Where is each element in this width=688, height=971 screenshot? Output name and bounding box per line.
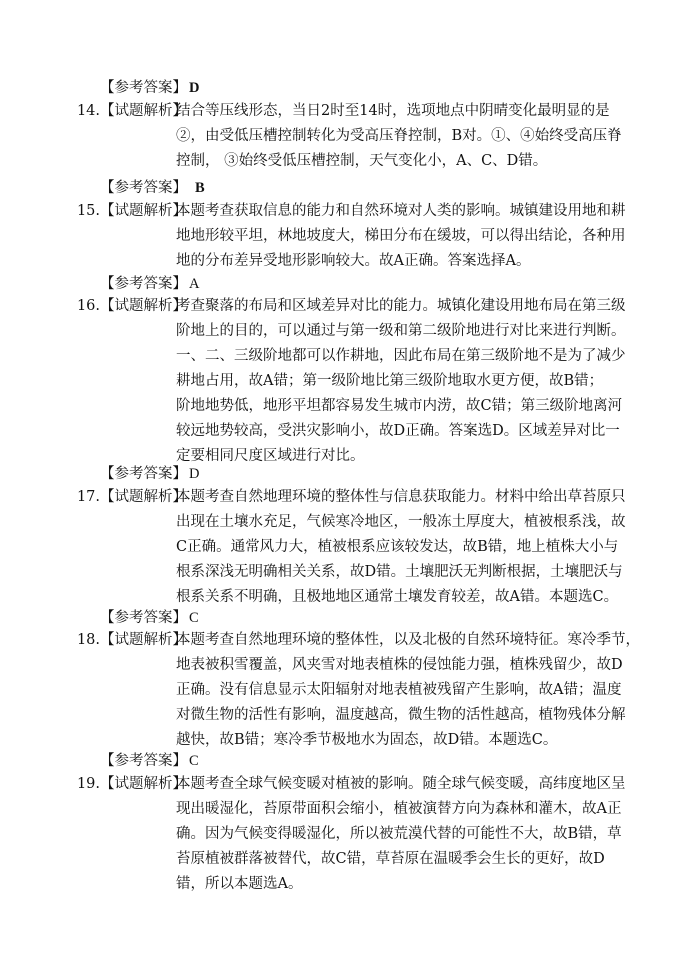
analysis-text — [176, 628, 640, 753]
answer-value: C — [189, 610, 199, 626]
text-line: 本题考查自然地理环境的整体性，以及北极的自然环境特征。寒冷季节， — [176, 632, 640, 648]
text-line: 确。因为气候变得暖湿化，所以被荒漠代替的可能性不大，故B错，草 — [176, 826, 622, 842]
text-line: 地地形较平坦，林地坡度大，梯田分布在缓坡，可以得出结论，各种用 — [176, 228, 626, 244]
answer-value: D — [189, 466, 200, 482]
analysis-label: 【试题解析】 — [100, 203, 187, 219]
text-line: 根系深浅无明确相关关系，故D错。土壤肥沃无判断根据，土壤肥沃与 — [176, 564, 623, 580]
analysis-label: 【试题解析】 — [100, 298, 187, 314]
text-line: 一、二、三级阶地都可以作耕地，因此布局在第三级阶地不是为了减少 — [176, 348, 626, 364]
text-line: ②，由受低压槽控制转化为受高压脊控制，B对。①、④始终受高压脊 — [176, 128, 622, 144]
text-line: 根系关系不明确，且极地地区通常土壤发育较差，故A错。本题选C。 — [176, 589, 619, 605]
answer-row-13 — [100, 76, 199, 97]
answer-value: B — [195, 180, 205, 196]
answer-label: 【参考答案】 — [100, 276, 187, 292]
text-line: 现出暖湿化，苔原带面积会缩小，植被演替方向为森林和灌木，故A正 — [176, 801, 622, 817]
answer-row-16 — [100, 462, 199, 483]
question-number: 16. — [76, 298, 100, 314]
text-line: 控制， ③始终受低压槽控制，天气变化小，A、C、D错。 — [176, 153, 548, 169]
answer-value: C — [189, 753, 199, 769]
analysis-label: 【试题解析】 — [100, 103, 187, 119]
answer-value: A — [189, 276, 200, 292]
text-line: 对微生物的活性有影响，温度越高，微生物的活性越高，植物残体分解 — [176, 707, 626, 723]
analysis-text — [176, 772, 626, 897]
text-line: 正确。没有信息显示太阳辐射对地表植被残留产生影响，故A错；温度 — [176, 682, 622, 698]
text-line: 本题考查全球气候变暖对植被的影响。随全球气候变暖，高纬度地区呈 — [176, 776, 626, 792]
answer-value: D — [189, 80, 200, 96]
question-number: 19. — [76, 776, 100, 792]
answer-label: 【参考答案】 — [100, 753, 187, 769]
answer-row-14 — [100, 176, 205, 197]
text-line: 定要相同尺度区域进行对比。 — [176, 448, 365, 464]
text-line: C正确。通常风力大，植被根系应该较发达，故B错，地上植株大小与 — [176, 539, 619, 555]
answer-label: 【参考答案】 — [100, 610, 187, 626]
question-number: 18. — [76, 632, 100, 648]
text-line: 阶地上的目的，可以通过与第一级和第二级阶地进行对比来进行判断。 — [176, 323, 626, 339]
text-line: 结合等压线形态，当日2时至14时，选项地点中阴晴变化最明显的是 — [176, 103, 610, 119]
answer-label: 【参考答案】 — [100, 80, 187, 96]
text-line: 本题考查获取信息的能力和自然环境对人类的影响。城镇建设用地和耕 — [176, 203, 626, 219]
analysis-label: 【试题解析】 — [100, 632, 187, 648]
text-line: 地的分布差异受地形影响较大。故A正确。答案选择A。 — [176, 253, 531, 269]
answer-label: 【参考答案】 — [100, 466, 187, 482]
analysis-label: 【试题解析】 — [100, 489, 187, 505]
text-line: 耕地占用，故A错；第一级阶地比第三级阶地取水更方便，故B错； — [176, 373, 604, 389]
answer-label: 【参考答案】 — [100, 180, 187, 196]
question-number: 15. — [76, 203, 100, 219]
question-number: 14. — [76, 103, 100, 119]
text-line: 越快，故B错；寒冷季节极地水为固态，故D错。本题选C。 — [176, 732, 558, 748]
text-line: 出现在土壤水充足，气候寒冷地区，一般冻土厚度大，植被根系浅，故 — [176, 514, 626, 530]
analysis-label: 【试题解析】 — [100, 776, 187, 792]
analysis-text — [176, 199, 626, 274]
text-line: 考查聚落的布局和区域差异对比的能力。城镇化建设用地布局在第三级 — [176, 298, 626, 314]
text-line: 苔原植被群落被替代，故C错，草苔原在温暖季会生长的更好，故D — [176, 851, 605, 867]
analysis-text — [176, 294, 626, 469]
answer-row-18 — [100, 749, 199, 770]
text-line: 较远地势较高，受洪灾影响小，故D正确。答案选D。区域差异对比一 — [176, 423, 620, 439]
text-line: 本题考查自然地理环境的整体性与信息获取能力。材料中给出草苔原只 — [176, 489, 626, 505]
answer-row-17 — [100, 606, 199, 627]
question-number: 17. — [76, 489, 100, 505]
text-line: 地表被积雪覆盖，风夹雪对地表植株的侵蚀能力强，植株残留少，故D — [176, 657, 623, 673]
analysis-text — [176, 99, 622, 174]
analysis-text — [176, 485, 626, 610]
text-line: 阶地地势低，地形平坦都容易发生城市内涝，故C错；第三级阶地离河 — [176, 398, 623, 414]
text-line: 错，所以本题选A。 — [176, 876, 303, 892]
answer-row-15 — [100, 272, 199, 293]
